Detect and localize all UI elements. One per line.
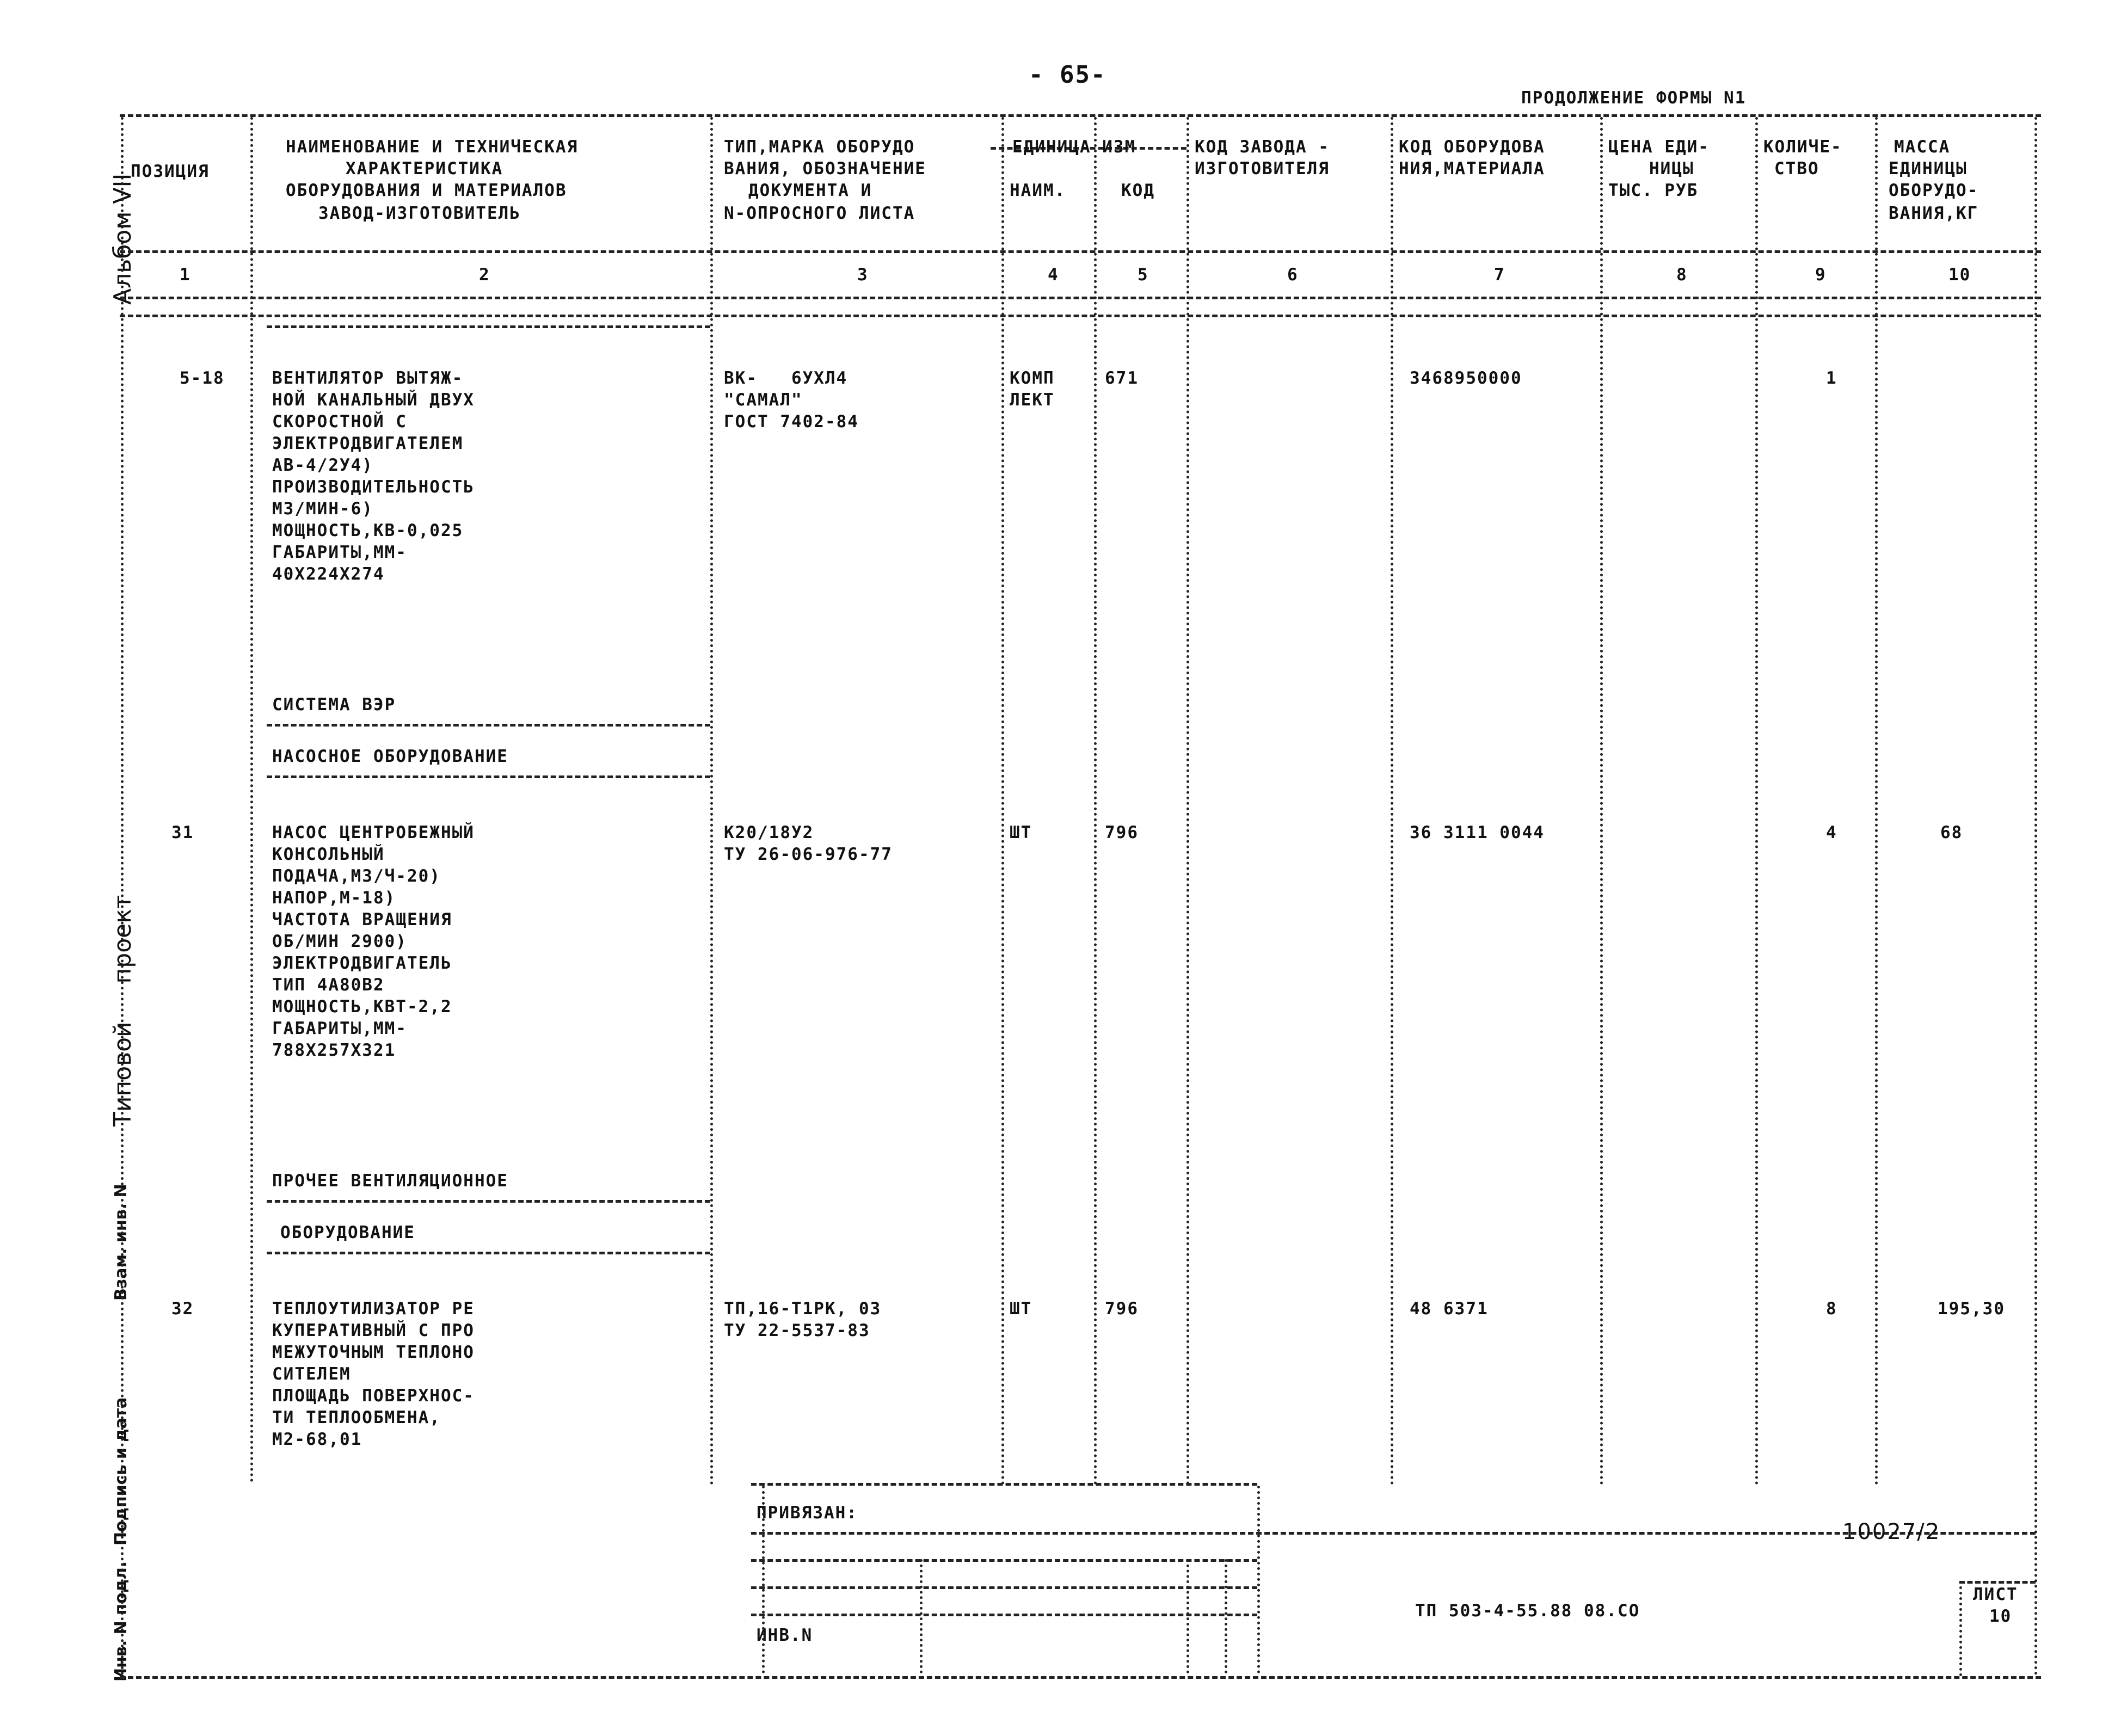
stamp-line [751,1559,1257,1562]
item-quantity: 4 [1826,823,1837,842]
stamp-vline [762,1486,765,1673]
header-col2-l3: ОБОРУДОВАНИЯ И МАТЕРИАЛОВ [286,181,567,200]
item-unit: КОМП [1010,368,1055,388]
item-unit-code: 671 [1105,368,1139,388]
header-col8-l2: НИЦЫ [1649,159,1694,178]
stamp-top-border [751,1483,1257,1486]
item-name-line: АВ-4/2У4) [272,455,373,475]
body-top-divider [267,325,710,328]
item-name-line: М3/МИН-6) [272,499,373,519]
section-divider [267,724,710,727]
col-line-9 [1875,117,1878,1486]
section-divider [267,1200,710,1203]
item-unit: ШТ [1010,823,1032,842]
item-type-line: ВК- 6УХЛ4 [724,368,848,388]
stamp-vline [1225,1559,1227,1673]
item-equip-code: 3468950000 [1410,368,1522,388]
header-col10-l1: МАССА [1894,137,1951,157]
header-col1: ПОЗИЦИЯ [131,162,210,181]
col-line-3 [1001,117,1004,1486]
stamp-sign-label: Подпись и дата [112,1397,131,1546]
item-name-line: НОЙ КАНАЛЬНЫЙ ДВУХ [272,390,475,410]
colnum-7: 7 [1494,265,1505,285]
table-bottom-border [120,1676,2041,1679]
item-name-line: ЧАСТОТА ВРАЩЕНИЯ [272,910,452,929]
item-name-line: МОЩНОСТЬ,КВ-0,025 [272,521,464,540]
item-name-line: ПОДАЧА,М3/Ч-20) [272,866,441,886]
stamp-vline [1186,1559,1189,1673]
item-name-line: МОЩНОСТЬ,КВТ-2,2 [272,997,452,1017]
col-line-6 [1391,117,1393,1486]
item-name-line: МЕЖУТОЧНЫМ ТЕПЛОНО [272,1343,475,1362]
header-col10-l4: ВАНИЯ,КГ [1889,204,1979,223]
handwritten-number: 10027/2 [1842,1519,1941,1544]
header-col3-l2: ВАНИЯ, ОБОЗНАЧЕНИЕ [724,159,926,178]
header-unit: ЕДИНИЦА ИЗМ [1012,137,1136,157]
header-col3-l3: ДОКУМЕНТА И [748,181,872,200]
item-unit-code: 796 [1105,823,1139,842]
stamp-replace-label: Взам. инв. N [112,1184,131,1301]
item-name-line: ТЕПЛОУТИЛИЗАТОР РЕ [272,1299,475,1319]
header-col5: КОД [1121,181,1155,200]
col-line-8 [1755,117,1758,1486]
section-other-vent: ПРОЧЕЕ ВЕНТИЛЯЦИОННОЕ [272,1171,508,1191]
album-label: Альбом VII [109,173,137,305]
item-position: 32 [171,1299,194,1319]
form-continuation-label: ПРОДОЛЖЕНИЕ ФОРМЫ N1 [1521,88,1747,108]
header-bottom-border [120,250,2041,253]
bound-label: ПРИВЯЗАН: [757,1503,858,1523]
inv-label: ИНВ.N [757,1626,813,1645]
doc-code: ТП 503-4-55.88 08.СО [1415,1601,1640,1621]
item-name-line: НАСОС ЦЕНТРОБЕЖНЫЙ [272,823,475,842]
item-type-line: ТП,16-Т1РК, 03 [724,1299,882,1319]
colnum-5: 5 [1138,265,1149,285]
col-line-2 [710,117,713,1486]
col-line-1 [250,117,253,1483]
colnum-10: 10 [1948,265,1971,285]
col-line-7 [1600,117,1603,1486]
col-line-4 [1094,117,1097,1486]
numbers-bottom-border-2 [120,315,2041,317]
section-divider [267,775,710,778]
item-name-line: ВЕНТИЛЯТОР ВЫТЯЖ- [272,368,464,388]
stamp-line [751,1614,1257,1616]
item-name-line: ОБ/МИН 2900) [272,932,407,951]
item-type-line: К20/18У2 [724,823,814,842]
item-unit: ШТ [1010,1299,1032,1319]
item-quantity: 8 [1826,1299,1837,1319]
item-name-line: ТИ ТЕПЛООБМЕНА, [272,1408,441,1427]
header-col2-l1: НАИМЕНОВАНИЕ И ТЕХНИЧЕСКАЯ [286,137,579,157]
section-pump-equipment: НАСОСНОЕ ОБОРУДОВАНИЕ [272,747,508,766]
header-col7-l2: НИЯ,МАТЕРИАЛА [1399,159,1545,178]
item-mass: 195,30 [1938,1299,2005,1319]
section-system: СИСТЕМА ВЭР [272,695,396,715]
item-name-line: КОНСОЛЬНЫЙ [272,845,385,864]
item-unit-code: 796 [1105,1299,1139,1319]
header-col3-l1: ТИП,МАРКА ОБОРУДО [724,137,915,157]
item-position: 5-18 [180,368,225,388]
item-equip-code: 36 3111 0044 [1410,823,1545,842]
colnum-2: 2 [479,265,490,285]
item-name-line: М2-68,01 [272,1430,362,1449]
section-divider [267,1252,710,1254]
item-name-line: ЭЛЕКТРОДВИГАТЕЛЬ [272,953,452,973]
colnum-9: 9 [1815,265,1827,285]
header-col8-l3: ТЫС. РУБ [1608,181,1699,200]
stamp-line [751,1586,1257,1589]
item-name-line: ЭЛЕКТРОДВИГАТЕЛЕМ [272,434,464,453]
colnum-3: 3 [857,265,869,285]
header-col6-l1: КОД ЗАВОДА - [1195,137,1330,157]
item-quantity: 1 [1826,368,1837,388]
item-name-line: СИТЕЛЕМ [272,1364,351,1384]
colnum-6: 6 [1287,265,1299,285]
header-col2-l4: ЗАВОД-ИЗГОТОВИТЕЛЬ [318,204,521,223]
header-col2-l2: ХАРАКТЕРИСТИКА [346,159,503,178]
item-name-line: СКОРОСТНОЙ С [272,412,407,432]
sheet-label: ЛИСТ [1973,1585,2018,1604]
item-name-line: ПРОИЗВОДИТЕЛЬНОСТЬ [272,477,475,497]
item-name-line: 788Х257Х321 [272,1041,396,1060]
item-type-line: ТУ 22-5537-83 [724,1321,870,1340]
header-col4: НАИМ. [1010,181,1066,200]
project-label: Типовой проект [109,895,137,1126]
header-col9-l1: КОЛИЧЕ- [1763,137,1842,157]
header-col3-l4: N-ОПРОСНОГО ЛИСТА [724,204,915,223]
section-other-vent-2: ОБОРУДОВАНИЕ [280,1223,415,1242]
item-name-line: ГАБАРИТЫ,ММ- [272,1019,407,1038]
item-name-line: НАПОР,М-18) [272,888,396,908]
item-type-line: ТУ 26-06-976-77 [724,845,893,864]
item-position: 31 [171,823,194,842]
col-line-5 [1186,117,1189,1486]
header-col7-l1: КОД ОБОРУДОВА [1399,137,1545,157]
item-type-line: ГОСТ 7402-84 [724,412,859,432]
stamp-vline [1257,1486,1260,1673]
item-name-line: КУПЕРАТИВНЫЙ С ПРО [272,1321,475,1340]
col-line-left [121,117,124,1676]
colnum-8: 8 [1676,265,1688,285]
item-name-line: ГАБАРИТЫ,ММ- [272,543,407,562]
header-col9-l2: СТВО [1774,159,1819,178]
stamp-vline [920,1559,923,1673]
header-col6-l2: ИЗГОТОВИТЕЛЯ [1195,159,1330,178]
table-top-border [120,114,2041,117]
page-number: - 65- [1029,61,1106,89]
header-col10-l2: ЕДИНИЦЫ [1889,159,1968,178]
colnum-4: 4 [1048,265,1059,285]
sheet-vline [1959,1581,1962,1676]
item-mass: 68 [1940,823,1963,842]
item-name-line: ТИП 4А80В2 [272,975,385,995]
numbers-bottom-border [120,297,2041,299]
item-type-line: "САМАЛ" [724,390,803,410]
item-unit: ЛЕКТ [1010,390,1055,410]
header-col8-l1: ЦЕНА ЕДИ- [1608,137,1710,157]
item-name-line: 40Х224Х274 [272,564,385,584]
header-col10-l3: ОБОРУДО- [1889,181,1979,200]
item-equip-code: 48 6371 [1410,1299,1489,1319]
sheet-number: 10 [1989,1606,2012,1626]
colnum-1: 1 [180,265,191,285]
stamp-inv-label: Инв. N подл. [112,1561,131,1682]
item-name-line: ПЛОЩАДЬ ПОВЕРХНОС- [272,1386,475,1406]
col-line-right [2034,117,2037,1676]
